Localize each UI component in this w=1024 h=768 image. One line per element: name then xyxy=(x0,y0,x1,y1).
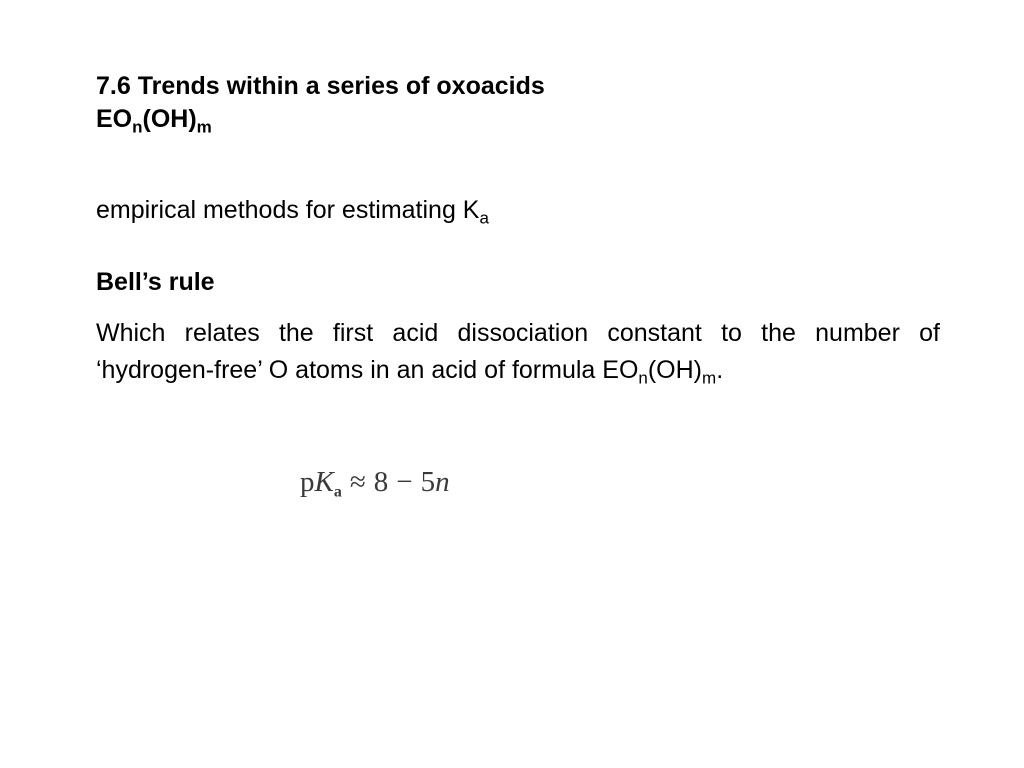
eq-var: n xyxy=(435,466,450,498)
rule-title: Bell’s rule xyxy=(96,268,215,296)
eq-coef: 5 xyxy=(420,466,436,498)
rule-end: . xyxy=(716,356,724,384)
eq-K: K xyxy=(314,466,334,498)
heading-formula-sub-m: m xyxy=(196,117,212,137)
heading-formula-sub-n: n xyxy=(132,117,143,137)
intro-text: empirical methods for estimating K xyxy=(96,196,480,224)
rule-formula-sub-m: m xyxy=(702,368,717,388)
rule-text: Which relates the first acid dissociation constant to the number of ‘hydrogen-free’ O atoms in an acid of formula xyxy=(96,319,940,384)
eq-approx: ≈ xyxy=(349,466,366,498)
heading-title: 7.6 Trends within a series of oxoacids xyxy=(96,72,545,100)
rule-formula-sub-n: n xyxy=(638,368,648,388)
heading-formula xyxy=(96,103,545,136)
eq-minus: − xyxy=(396,466,413,498)
heading-formula-mid: (OH) xyxy=(142,105,197,133)
intro-sub: a xyxy=(479,208,489,228)
eq-K-sub: a xyxy=(333,483,342,501)
heading-formula-base: EO xyxy=(96,105,133,133)
eq-p: p xyxy=(300,466,315,498)
eq-rhs-const: 8 xyxy=(373,466,389,498)
slide-heading xyxy=(96,70,545,136)
bells-rule-equation xyxy=(300,462,450,502)
rule-formula-mid: (OH) xyxy=(647,356,703,384)
intro-line xyxy=(96,194,489,226)
rule-formula-base: EO xyxy=(602,356,639,384)
rule-paragraph xyxy=(96,315,940,389)
